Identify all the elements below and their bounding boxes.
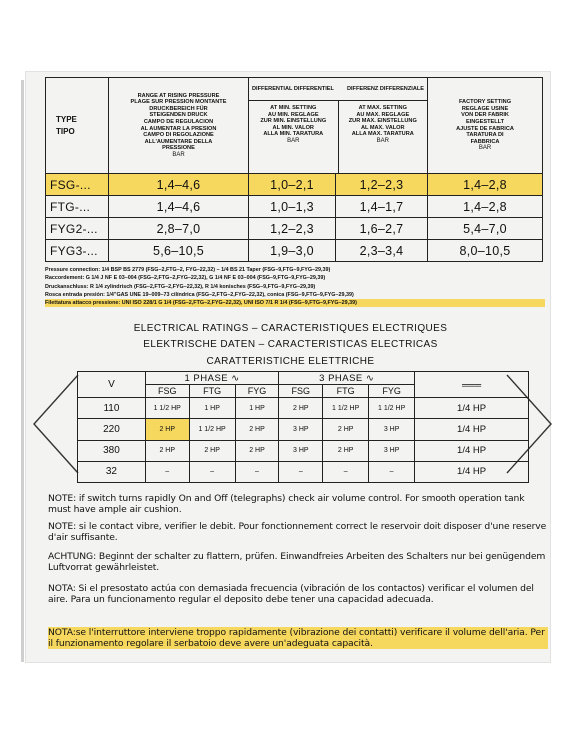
- table-row: [46, 218, 543, 240]
- voltage-cell: 220: [78, 419, 146, 440]
- rating-cell: –: [235, 461, 279, 482]
- row-range: 2,8–7,0: [109, 218, 249, 240]
- connection-line: Rosca entrada presión: 1/4"GAS UNE 19–009–73 cilíndrica (FSG–2,FTG–2,FYG–22,32), conica (FSG–9,FTG–9,FYG–29,39): [45, 291, 354, 298]
- table-row: [78, 461, 529, 482]
- rating-cell: 1 1/2 HP: [323, 398, 369, 419]
- voltage-cell: 380: [78, 440, 146, 461]
- page-edge: [21, 80, 24, 662]
- rating-cell: 1 1/2 HP: [145, 398, 189, 419]
- rating-cell: 1 1/2 HP: [189, 419, 235, 440]
- diff-min-header: AT MIN. SETTING AU MIN. REGLAGE ZUR MIN. EINSTELLUNG AL MIN. VALOR ALLA MIN. TARATURA BAR: [260, 105, 327, 144]
- brand-header: FTG: [323, 385, 369, 398]
- electrical-table: [77, 371, 529, 483]
- rating-cell: 3 HP: [369, 419, 415, 440]
- pressure-table: [45, 77, 542, 262]
- row-diff-min: 1,2–2,3: [249, 218, 336, 240]
- rating-cell: 2 HP: [279, 398, 323, 419]
- electrical-title-3: CARATTERISTICHE ELETTRICHE: [206, 356, 375, 367]
- note-german: ACHTUNG: Beginnt der schalter zu flattern, prüfen. Einwandfreies Arbeiten des Schalters nur bei genügendem Luftvorrat gewährleistet.: [48, 551, 546, 574]
- rating-cell: 2 HP: [235, 419, 279, 440]
- col-factory-header: FACTORY SETTING REGLAGE USINE VON DER FABRIK EINGESTELLT AJUSTE DE FABRICA TARATURA DI FABBRICA BAR: [428, 78, 543, 174]
- table-row: [46, 240, 543, 262]
- row-factory: 1,4–2,8: [428, 196, 543, 218]
- rating-cell: –: [369, 461, 415, 482]
- single-phase-header: 1 PHASE ∿: [145, 372, 279, 385]
- row-type: FTG-...: [46, 196, 109, 218]
- row-diff-max: 1,2–2,3: [336, 174, 428, 196]
- connection-notes: [45, 266, 545, 307]
- dc-cell: 1/4 HP: [415, 398, 529, 419]
- row-type: FSG-...: [46, 174, 109, 196]
- voltage-header: V: [78, 372, 146, 398]
- three-phase-header: 3 PHASE ∿: [279, 372, 415, 385]
- connection-line: Druckanschluss: R 1/4 zylindrisch (FSG–2,FTG–2,FYG–22,32), R 1/4 konisches (FSG–9,FTG–9,FYG–29,39): [45, 283, 316, 290]
- voltage-cell: 110: [78, 398, 146, 419]
- row-factory: 8,0–10,5: [428, 240, 543, 262]
- table-row: [78, 440, 529, 461]
- row-factory: 5,4–7,0: [428, 218, 543, 240]
- rating-cell: 1 HP: [235, 398, 279, 419]
- rating-cell-highlighted: 2 HP: [145, 419, 189, 440]
- col-range-header: RANGE AT RISING PRESSURE PLAGE SUR PRESSION MONTANTE DRUCKBEREICH FÜR STEIGENDEN DRUCK CAMPO DE REGULACION AL AUMENTAR LA PRESION CAMPO DI REGOLAZIONE ALL'AUMENTARE DELLA PRESSIONE BAR: [109, 78, 249, 174]
- brand-header: FYG: [235, 385, 279, 398]
- rating-cell: 2 HP: [189, 440, 235, 461]
- row-range: 1,4–4,6: [109, 196, 249, 218]
- diff-max-header: AT MAX. SETTING AU MAX. REGLAGE ZUR MAX. EINSTELLUNG AL MAX. VALOR ALLA MAX. TARATURA BAR: [338, 101, 428, 173]
- rating-cell: 2 HP: [235, 440, 279, 461]
- row-range: 1,4–4,6: [109, 174, 249, 196]
- rating-cell: 3 HP: [279, 440, 323, 461]
- brand-header: FSG: [279, 385, 323, 398]
- row-diff-max: 1,4–1,7: [336, 196, 428, 218]
- row-diff-min: 1,0–2,1: [249, 174, 336, 196]
- row-type: FYG3-...: [46, 240, 109, 262]
- table-row: [78, 398, 529, 419]
- rating-cell: 2 HP: [323, 440, 369, 461]
- dc-cell: 1/4 HP: [415, 440, 529, 461]
- dc-cell: 1/4 HP: [415, 461, 529, 482]
- table-row: [46, 174, 543, 196]
- table-row: [78, 419, 529, 440]
- brand-header: FSG: [145, 385, 189, 398]
- electrical-title-2: ELEKTRISCHE DATEN – CARACTERISTICAS ELECTRICAS: [143, 339, 438, 350]
- note-italian: NOTA:se l'interruttore interviene troppo rapidamente (vibrazione dei contatti) verificare il volume dell'aria. Per il funzionamento regolare il serbatoio deve avere un'adeguata capacità.: [48, 627, 548, 649]
- connection-line: Raccordement: G 1/4 J NF E 03–004 (FSG–2,FTG–2,FYG–22,32), G 1/4 NF E 03–004 (FSG–9,FTG–9,FYG–29,39): [45, 275, 326, 282]
- row-diff-min: 1,0–1,3: [249, 196, 336, 218]
- left-chevron-icon: [30, 373, 80, 475]
- row-range: 5,6–10,5: [109, 240, 249, 262]
- rating-cell: –: [189, 461, 235, 482]
- row-type: FYG2-...: [46, 218, 109, 240]
- note-english: NOTE: if switch turns rapidly On and Off (telegraphs) check air volume control. For smooth operation tank must have ample air cushion.: [48, 493, 525, 516]
- rating-cell: –: [279, 461, 323, 482]
- voltage-cell: 32: [78, 461, 146, 482]
- rating-cell: 2 HP: [145, 440, 189, 461]
- rating-cell: 3 HP: [279, 419, 323, 440]
- row-factory: 1,4–2,8: [428, 174, 543, 196]
- connection-line: Filettatura attacco pressione: UNI ISO 228/1 G 1/4 (FSG–2,FTG–2,FYG–22,32), UNI ISO 7/1 R 1/4 (FSG–9,FTG–9,FYG–29,39): [45, 299, 545, 307]
- col-type-header: TYPE TIPO: [46, 78, 109, 174]
- col-differential-header: DIFFERENTIAL DIFFERENTIEL DIFFERENZ DIFFERENZIALE AT MIN. SETTING AU MIN. REGLAGE ZUR MIN. EINSTELLUNG AL MIN. VALOR ALLA MIN. TARATURA BAR AT MAX. SETTING AU MAX. REGLAGE ZUR MAX. EINSTELLUNG AL MAX. VALOR ALLA MAX. TARATURA BAR: [249, 78, 428, 174]
- brand-header: FYG: [369, 385, 415, 398]
- electrical-title-1: ELECTRICAL RATINGS – CARACTERISTIQUES ELECTRIQUES: [133, 323, 448, 334]
- rating-cell: 3 HP: [369, 440, 415, 461]
- dc-cell: 1/4 HP: [415, 419, 529, 440]
- note-spanish: NOTA: Si el presostato actúa con demasiada frecuencia (vibración de los contactos) verificar el volumen del aire. Para un funcionamento regular el deposito debe tener una capacidad adecuada.: [48, 583, 534, 606]
- rating-cell: 2 HP: [323, 419, 369, 440]
- rating-cell: 1 1/2 HP: [369, 398, 415, 419]
- note-french: NOTE: si le contact vibre, verifier le debit. Pour fonctionnement correct le reservoir doit disposer d'une reserve d'air suffisante.: [48, 521, 547, 544]
- rating-cell: –: [145, 461, 189, 482]
- dc-header: ═══: [415, 372, 529, 398]
- table-row: [46, 196, 543, 218]
- row-diff-min: 1,9–3,0: [249, 240, 336, 262]
- brand-header: FTG: [189, 385, 235, 398]
- row-diff-max: 1,6–2,7: [336, 218, 428, 240]
- rating-cell: –: [323, 461, 369, 482]
- row-diff-max: 2,3–3,4: [336, 240, 428, 262]
- connection-line: Pressure connection: 1/4 BSP BS 2779 (FSG–2,FTG–2, FYG–22,32) – 1/4 BS 21 Taper (FSG–9,FTG–9,FYG–29,39): [45, 267, 331, 273]
- rating-cell: 1 HP: [189, 398, 235, 419]
